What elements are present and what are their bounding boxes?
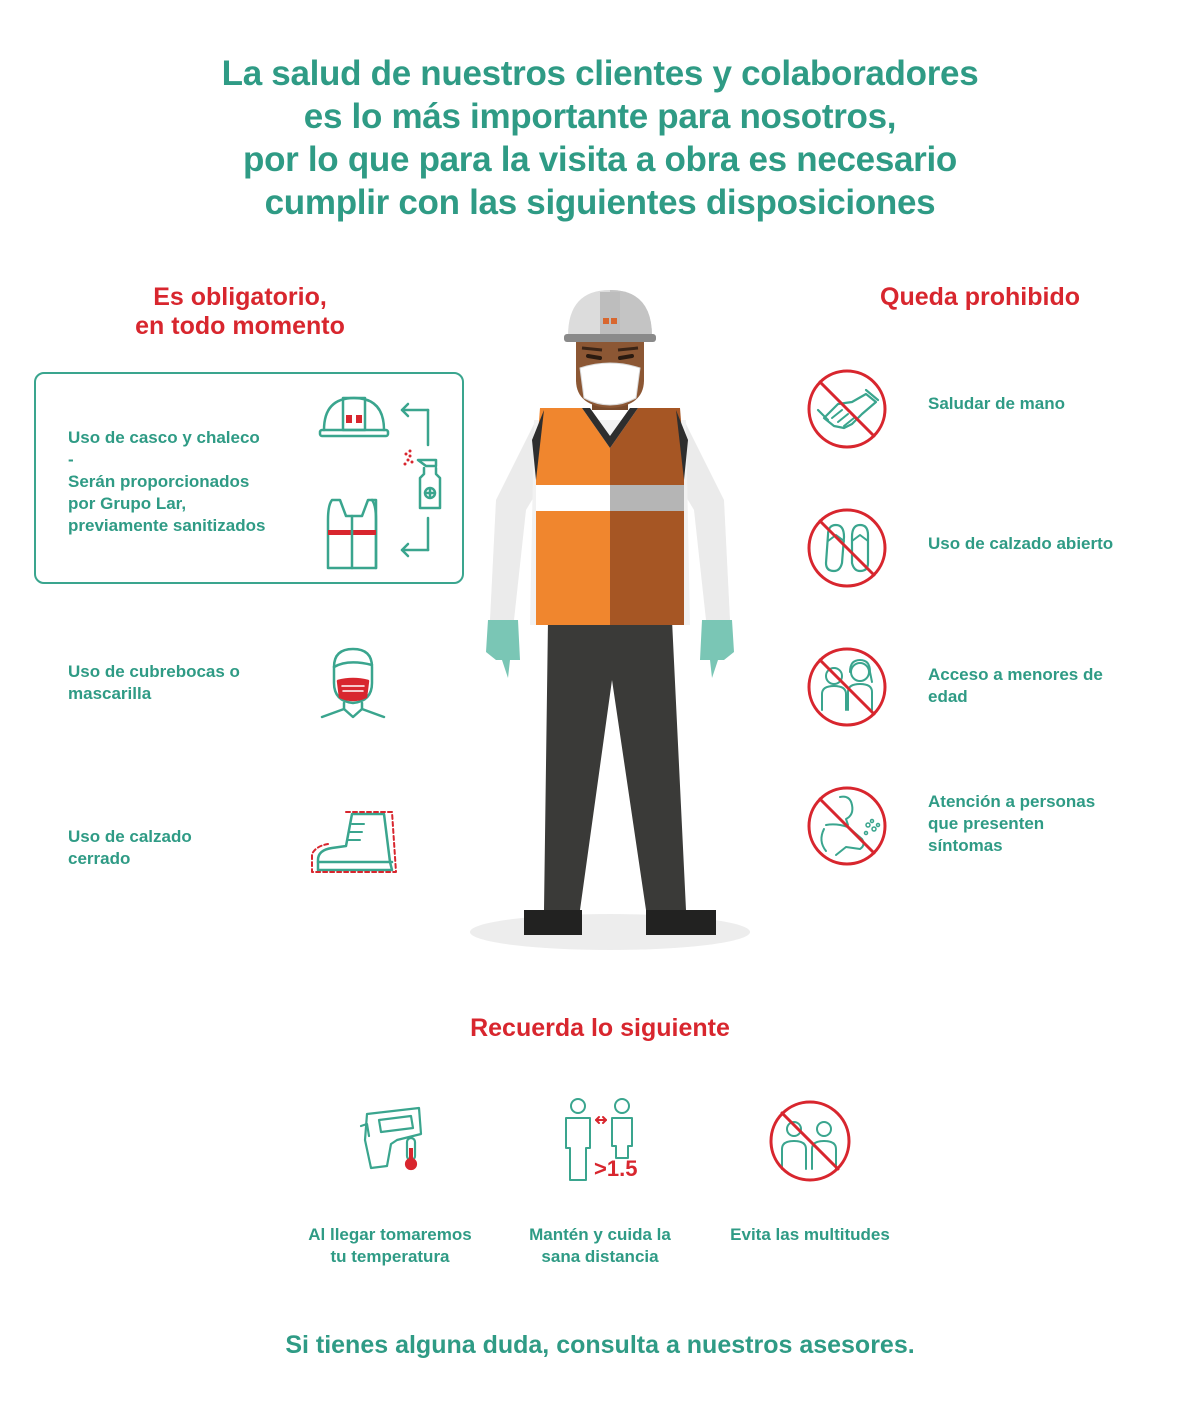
remember-item-label (500, 1224, 700, 1268)
prohibited-item-label (928, 393, 1168, 415)
label-line: Mantén y cuida la (529, 1225, 671, 1244)
label-line: sana distancia (541, 1247, 659, 1266)
label-line: Uso de calzado (68, 827, 192, 846)
label-line: Uso de casco y chaleco (68, 428, 260, 447)
title-line: es lo más importante para nosotros, (303, 97, 897, 136)
thermometer-gun-icon (357, 1100, 427, 1172)
distance-label: >1.5 (594, 1156, 638, 1181)
page-title (0, 52, 1200, 224)
mandatory-heading-line: en todo momento (135, 312, 345, 340)
label-line: Acceso a menores de (928, 665, 1103, 684)
label-line: - (68, 450, 74, 469)
label-line: Atención a personas (928, 792, 1096, 811)
face-mask-icon (318, 645, 388, 721)
no-crowds-icon (768, 1099, 852, 1183)
remember-item-label (290, 1224, 490, 1268)
prohibited-item-label (928, 533, 1168, 555)
label-line: síntomas (928, 836, 1003, 855)
label-line: Serán proporcionados (68, 472, 250, 491)
no-children-icon (806, 646, 888, 728)
label-line: Uso de calzado abierto (928, 534, 1114, 553)
remember-heading: Recuerda lo siguiente (470, 1014, 730, 1042)
no-sandals-icon (806, 507, 888, 589)
label-line: Uso de cubrebocas o (68, 662, 240, 681)
social-distance-icon (558, 1096, 642, 1186)
prohibited-item-label (928, 664, 1168, 708)
label-line: previamente sanitizados (68, 516, 266, 535)
mandatory-heading (70, 283, 410, 341)
label-line: tu temperatura (330, 1247, 450, 1266)
label-line: por Grupo Lar, (68, 494, 187, 513)
title-line: por lo que para la visita a obra es necesario (242, 140, 957, 179)
helmet-vest-sanitizer-icon (310, 390, 455, 575)
label-line: mascarilla (68, 684, 152, 703)
label-line: cerrado (68, 849, 131, 868)
label-line: que presenten (928, 814, 1045, 833)
title-line: cumplir con las siguientes disposiciones (264, 183, 936, 222)
no-sick-people-icon (806, 785, 888, 867)
label-line: Evita las multitudes (730, 1225, 890, 1244)
footer-message: Si tienes alguna duda, consulta a nuestros asesores. (285, 1331, 915, 1359)
mandatory-item-label (68, 826, 298, 870)
label-line: edad (928, 687, 968, 706)
mandatory-heading-line: Es obligatorio, (153, 283, 327, 311)
prohibited-heading: Queda prohibido (880, 283, 1080, 311)
no-handshake-icon (806, 368, 888, 450)
worker-figure-illustration (440, 280, 780, 965)
mandatory-item-label (68, 427, 298, 537)
label-line: Saludar de mano (928, 394, 1065, 413)
remember-item-label (710, 1224, 910, 1246)
mandatory-item-label (68, 661, 298, 705)
prohibited-item-label (928, 791, 1168, 857)
label-line: Al llegar tomaremos (308, 1225, 472, 1244)
closed-boot-icon (310, 810, 400, 874)
title-line: La salud de nuestros clientes y colaboradores (221, 54, 979, 93)
